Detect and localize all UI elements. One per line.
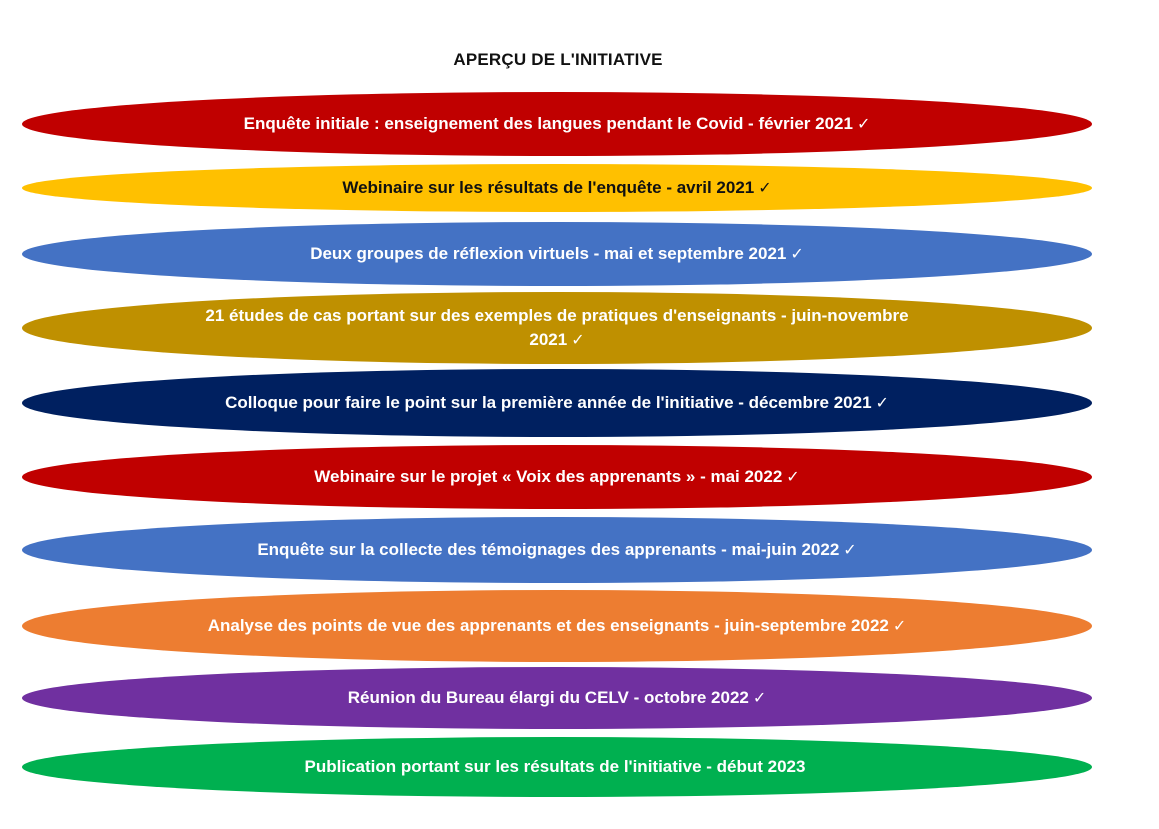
step-focus-groups — [22, 222, 1092, 286]
checkmark-icon: ✓ — [786, 467, 800, 486]
step-label: Colloque pour faire le point sur la première année de l'initiative - décembre 2021 ✓ — [225, 393, 889, 412]
step-label: Enquête initiale : enseignement des langues pendant le Covid - février 2021 ✓ — [243, 114, 871, 133]
checkmark-icon: ✓ — [752, 688, 767, 707]
checkmark-icon: ✓ — [892, 616, 907, 635]
checkmark-icon: ✓ — [571, 330, 585, 349]
checkmark-icon: ✓ — [843, 540, 857, 559]
step-label: Deux groupes de réflexion virtuels - mai et septembre 2021 ✓ — [310, 244, 804, 263]
step-label: Webinaire sur les résultats de l'enquête - avril 2021 ✓ — [342, 178, 772, 197]
step-label: Analyse des points de vue des apprenants et des enseignants - juin-septembre 2022 ✓ — [207, 616, 907, 635]
step-bureau-meeting — [22, 667, 1092, 729]
step-label: 21 études de cas portant sur des exemples de pratiques d'enseignants - juin-novembre 2021 ✓ — [205, 306, 909, 349]
step-case-studies — [22, 292, 1092, 364]
step-testimony-survey — [22, 517, 1092, 583]
checkmark-icon: ✓ — [790, 244, 804, 263]
step-learner-voice-webinar — [22, 445, 1092, 509]
page-title: APERÇU DE L'INITIATIVE — [453, 50, 663, 69]
step-label: Enquête sur la collecte des témoignages des apprenants - mai-juin 2022 ✓ — [257, 540, 857, 559]
step-label: Publication portant sur les résultats de l'initiative - début 2023 — [304, 757, 806, 776]
timeline-steps — [22, 0, 1092, 829]
checkmark-icon: ✓ — [856, 114, 871, 133]
step-label: Webinaire sur le projet « Voix des apprenants » - mai 2022 ✓ — [314, 467, 800, 486]
step-label: Réunion du Bureau élargi du CELV - octobre 2022 ✓ — [347, 688, 767, 707]
checkmark-icon: ✓ — [758, 178, 772, 197]
checkmark-icon: ✓ — [875, 393, 889, 412]
step-colloquium — [22, 369, 1092, 437]
step-initial-survey — [22, 92, 1092, 156]
step-viewpoint-analysis — [22, 590, 1092, 662]
step-publication — [22, 737, 1092, 797]
step-survey-webinar — [22, 164, 1092, 212]
